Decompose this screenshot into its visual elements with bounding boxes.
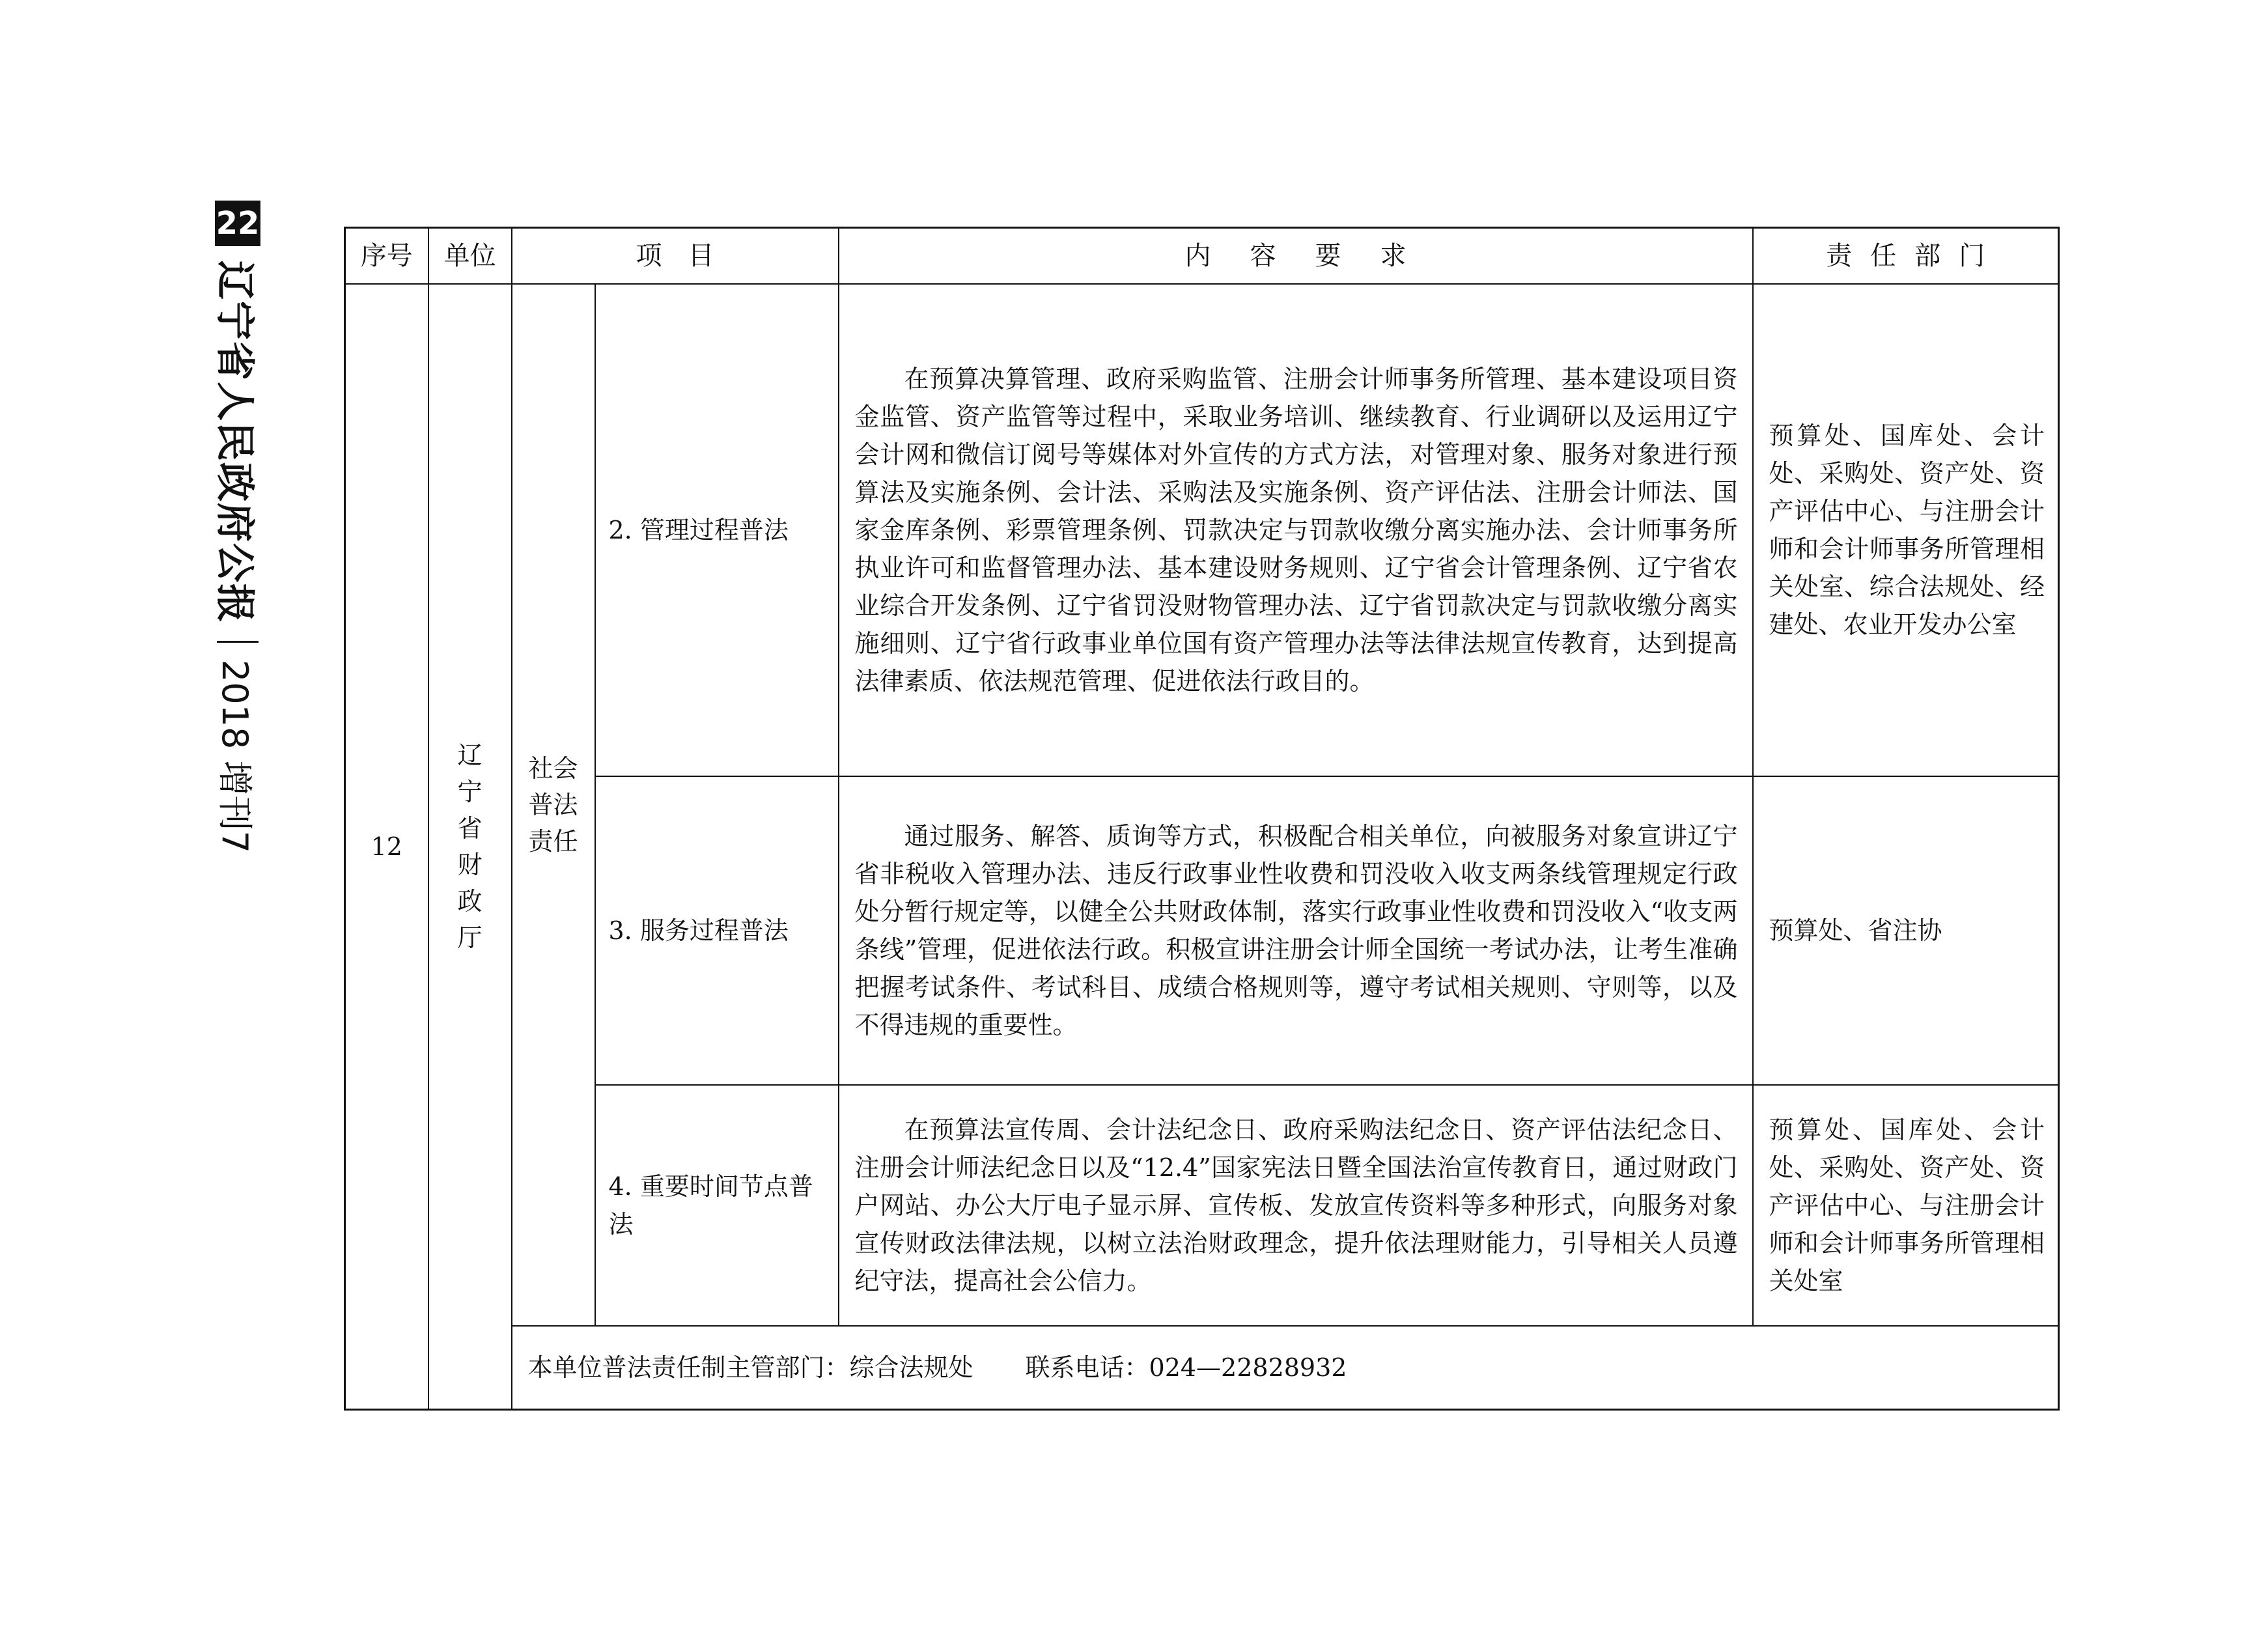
issue-number: 2018 增刊7 [214, 660, 256, 853]
table-footer-row [345, 1326, 2059, 1410]
journal-name: 辽宁省人民政府公报 [212, 260, 257, 624]
content-cell: 在预算决算管理、政府采购监管、注册会计师事务所管理、基本建设项目资金监管、资产监管等过程中，采取业务培训、继续教育、行业调研以及运用辽宁会计网和微信订阅号等媒体对外宣传的方式方法，对管理对象、服务对象进行预算法及实施条例、会计法、采购法及实施条例、资产评估法、注册会计师法、国家金库条例、彩票管理条例、罚款决定与罚款收缴分离实施办法、会计师事务所执业许可和监督管理办法、基本建设财务规则、辽宁省会计管理条例、辽宁省农业综合开发条例、辽宁省罚没财物管理办法、辽宁省罚款决定与罚款收缴分离实施细则、辽宁省行政事业单位国有资产管理办法等法律法规宣传教育，达到提高法律素质、依法规范管理、促进依法行政目的。 [839, 284, 1753, 776]
seq-cell: 12 [345, 284, 428, 1410]
header-unit: 单位 [428, 228, 512, 285]
header-content: 内容要求 [839, 228, 1753, 285]
table-row [345, 776, 2059, 1085]
header-dept: 责任部门 [1753, 228, 2059, 285]
category-cell [512, 284, 595, 1326]
category-name: 社会普法责任 [528, 754, 578, 856]
dept-cell: 预算处、国库处、会计处、采购处、资产处、资产评估中心、与注册会计师和会计师事务所管理相关处室、综合法规处、经建处、农业开发办公室 [1753, 284, 2059, 776]
item-text: 4. 重要时间节点普法 [608, 1172, 813, 1239]
item-cell: 2. 管理过程普法 [595, 284, 839, 776]
table-header-row [345, 228, 2059, 285]
dept-cell: 预算处、国库处、会计处、采购处、资产处、资产评估中心、与注册会计师和会计师事务所管理相关处室 [1753, 1085, 2059, 1326]
contact-phone: 联系电话：024—22828932 [1025, 1353, 1347, 1382]
responsibility-table [344, 227, 2060, 1411]
item-cell: 3. 服务过程普法 [595, 776, 839, 1085]
page-number: 22 [215, 201, 260, 246]
running-header [208, 201, 267, 1177]
unit-name: 辽宁省财政厅 [457, 741, 483, 952]
table-row [345, 284, 2059, 776]
unit-cell [428, 284, 512, 1410]
header-divider [217, 641, 259, 643]
table-row [345, 1085, 2059, 1326]
content-cell: 通过服务、解答、质询等方式，积极配合相关单位，向被服务对象宣讲辽宁省非税收入管理办法、违反行政事业性收费和罚没收入收支两条线管理规定行政处分暂行规定等，以健全公共财政体制，落实行政事业性收费和罚没收入“收支两条线”管理，促进依法行政。积极宣讲注册会计师全国统一考试办法，让考生准确把握考试条件、考试科目、成绩合格规则等，遵守考试相关规则、守则等，以及不得违规的重要性。 [839, 776, 1753, 1085]
footer-cell [512, 1326, 2059, 1410]
content-cell: 在预算法宣传周、会计法纪念日、政府采购法纪念日、资产评估法纪念日、注册会计师法纪念日以及“12.4”国家宪法日暨全国法治宣传教育日，通过财政门户网站、办公大厅电子显示屏、宣传板、发放宣传资料等多种形式，向服务对象宣传财政法律法规，以树立法治财政理念，提升依法理财能力，引导相关人员遵纪守法，提高社会公信力。 [839, 1085, 1753, 1326]
dept-cell: 预算处、省注协 [1753, 776, 2059, 1085]
header-item: 项 目 [512, 228, 839, 285]
supervisor-dept: 本单位普法责任制主管部门：综合法规处 [527, 1353, 973, 1382]
header-seq: 序号 [345, 228, 428, 285]
item-cell [595, 1085, 839, 1326]
